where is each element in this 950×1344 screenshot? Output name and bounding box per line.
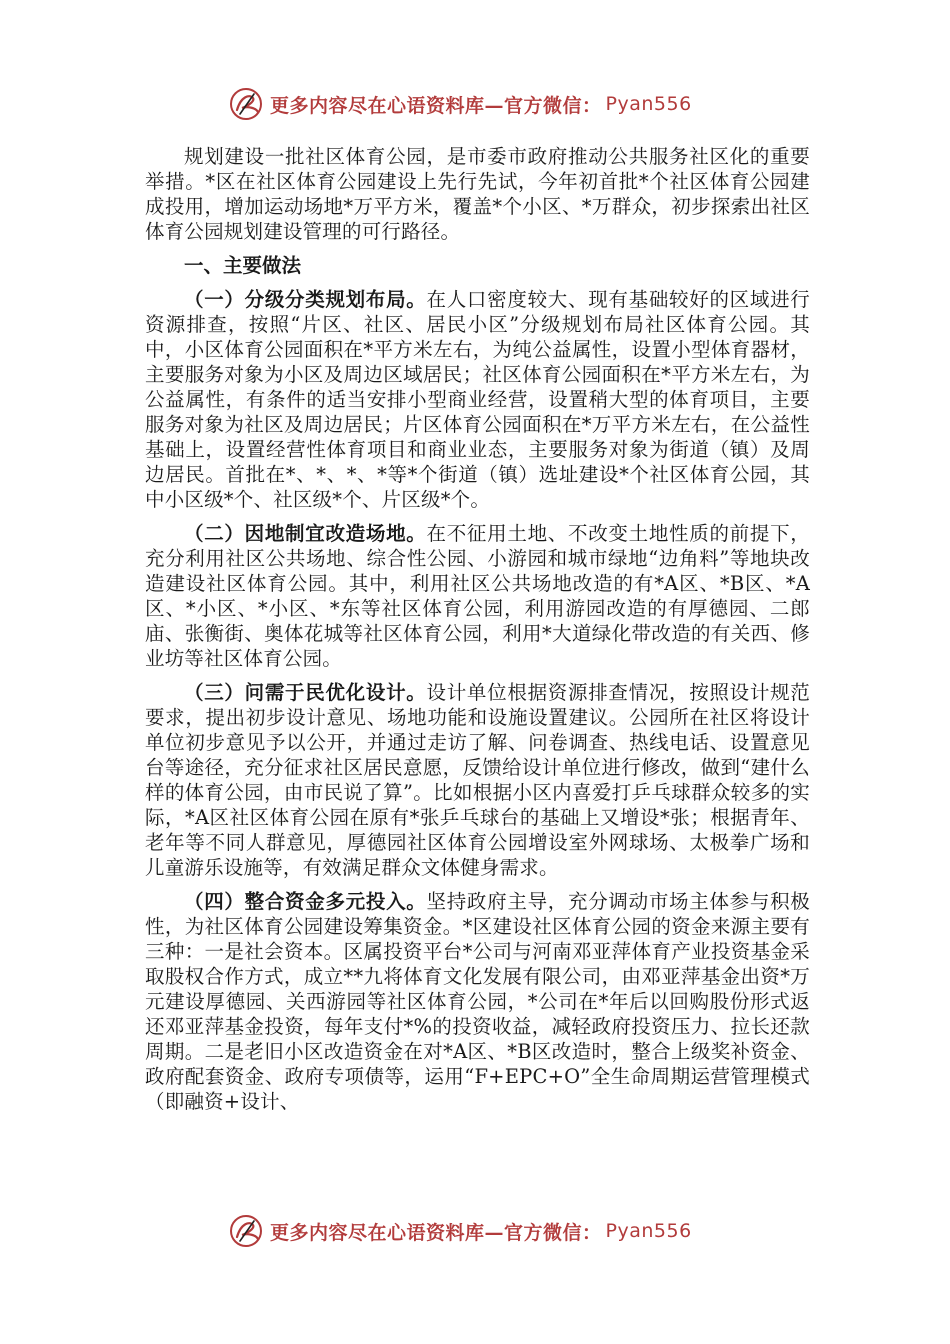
section-heading: 一、主要做法 <box>184 254 302 277</box>
watermark-handle: Pyan556 <box>605 1220 692 1242</box>
item-body: 设计单位根据资源排查情况，按照设计规范要求，提出初步设计意见、场地功能和设施设置建议。公园所在社区将设计单位初步意见予以公开，并通过走访了解、问卷调查、热线电话、设置意见台等途径，充分征求社区居民意愿，反馈给设计单位进行修改，做到“建什么样的体育公园，由市民说了算”。比如根据小区内喜爱打乒乓球群众较多的实际，*A区社区体育公园在原有*张乒乓球台的基础上又增设*张；根据青年、老年等不同人群意见，厚德园社区体育公园增设室外网球场、太极拳广场和儿童游乐设施等，有效满足群众文体健身需求。 <box>145 681 810 879</box>
intro-paragraph: 规划建设一批社区体育公园，是市委市政府推动公共服务社区化的重要举措。*区在社区体育公园建设上先行先试，今年初首批*个社区体育公园建成投用，增加运动场地*万平方米，覆盖*个小区、*万群众，初步探索出社区体育公园规划建设管理的可行路径。 <box>145 145 810 243</box>
watermark-header <box>228 85 692 123</box>
watermark-text: 更多内容尽在心语资料库—官方微信： <box>270 1221 602 1244</box>
item-paragraph <box>145 287 810 512</box>
watermark-footer <box>228 1212 692 1250</box>
item-paragraph <box>145 889 810 1114</box>
item-lead: （一）分级分类规划布局。 <box>184 288 427 311</box>
item-paragraph <box>145 680 810 880</box>
item-body: 在不征用土地、不改变土地性质的前提下，充分利用社区公共场地、综合性公园、小游园和城市绿地“边角料”等地块改造建设社区体育公园。其中，利用社区公共场地改造的有*A区、*B区、*A区、*小区、*小区、*东等社区体育公园，利用游园改造的有厚德园、二郎庙、张衡街、奥体花城等社区体育公园，利用*大道绿化带改造的有关西、修业坊等社区体育公园。 <box>145 522 810 670</box>
item-body: 在人口密度较大、现有基础较好的区域进行资源排查，按照“片区、社区、居民小区”分级规划布局社区体育公园。其中，小区体育公园面积在*平方米左右，为纯公益属性，设置小型体育器材，主要服务对象为小区及周边区域居民；社区体育公园面积在*平方米左右，为公益属性，有条件的适当安排小型商业经营，设置稍大型的体育项目，主要服务对象为社区及周边居民；片区体育公园面积在*万平方米左右，在公益性基础上，设置经营性体育项目和商业业态，主要服务对象为街道（镇）及周边居民。首批在*、*、*、*等*个街道（镇）选址建设*个社区体育公园，其中小区级*个、社区级*个、片区级*个。 <box>145 288 810 511</box>
item-body: 坚持政府主导，充分调动市场主体参与积极性，为社区体育公园建设筹集资金。*区建设社区体育公园的资金来源主要有三种：一是社会资本。区属投资平台*公司与河南邓亚萍体育产业投资基金采取股权合作方式，成立**九将体育文化发展有限公司，由邓亚萍基金出资*万元建设厚德园、关西游园等社区体育公园，*公司在*年后以回购股份形式返还邓亚萍基金投资，每年支付*%的投资收益，减轻政府投资压力、拉长还款周期。二是老旧小区改造资金在对*A区、*B区改造时，整合上级奖补资金、政府配套资金、政府专项债等，运用“F+EPC+O”全生命周期运营管理模式（即融资+设计、 <box>145 890 810 1113</box>
item-lead: （二）因地制宜改造场地。 <box>184 522 427 545</box>
item-lead: （四）整合资金多元投入。 <box>184 890 427 913</box>
document-body <box>145 144 810 1123</box>
item-lead: （三）问需于民优化设计。 <box>184 681 427 704</box>
signature-logo-icon <box>228 86 264 122</box>
item-paragraph <box>145 521 810 671</box>
watermark-text: 更多内容尽在心语资料库—官方微信： <box>270 94 602 117</box>
signature-logo-icon <box>228 1213 264 1249</box>
watermark-handle: Pyan556 <box>605 93 692 115</box>
